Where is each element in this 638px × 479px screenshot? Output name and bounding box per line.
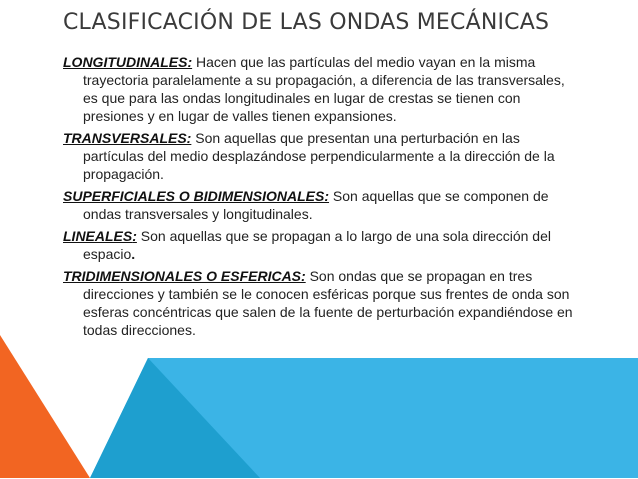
definition-superficiales: Son aquellas que se componen de ondas transversales y longitudinales. (83, 188, 549, 222)
term-longitudinales: LONGITUDINALES: (63, 54, 193, 70)
orange-triangle-shape (0, 335, 90, 478)
slide-content (63, 53, 583, 343)
definition-transversales: Son aquellas que presentan una perturbación en las partículas del medio desplazándose perpendicularmente a la dirección de la propagación. (83, 130, 555, 182)
list-item-transversales (63, 129, 583, 183)
term-transversales: TRANSVERSALES: (63, 130, 192, 146)
term-lineales: LINEALES (63, 228, 133, 244)
slide-title: CLASIFICACIÓN DE LAS ONDAS MECÁNICAS (63, 10, 550, 35)
term-tridimensionales: TRIDIMENSIONALES O ESFERICAS: (63, 268, 306, 284)
definition-lineales: Son aquellas que se propagan a lo largo de una sola dirección del espacio (83, 228, 551, 262)
list-item-superficiales (63, 187, 583, 223)
list-item-tridimensionales (63, 267, 583, 339)
definition-tridimensionales: Son ondas que se propagan en tres direcciones y también se le conocen esféricas porque sus frentes de onda son esferas concéntricas que salen de la fuente de perturbación expandiéndose en todas direcciones. (83, 268, 573, 338)
term-lineales-colon: : (132, 228, 137, 244)
list-item-lineales (63, 227, 583, 263)
list-item-longitudinales (63, 53, 583, 125)
definition-longitudinales: Hacen que las partículas del medio vayan en la misma trayectoria paralelamente a su propagación, a diferencia de las transversales, es que para las ondas longitudinales en lugar de crestas se tienen con presiones y en lugar de valles tienen expansiones. (83, 54, 565, 124)
definition-lineales-end: . (131, 246, 136, 262)
term-superficiales: SUPERFICIALES O BIDIMENSIONALES: (63, 188, 330, 204)
